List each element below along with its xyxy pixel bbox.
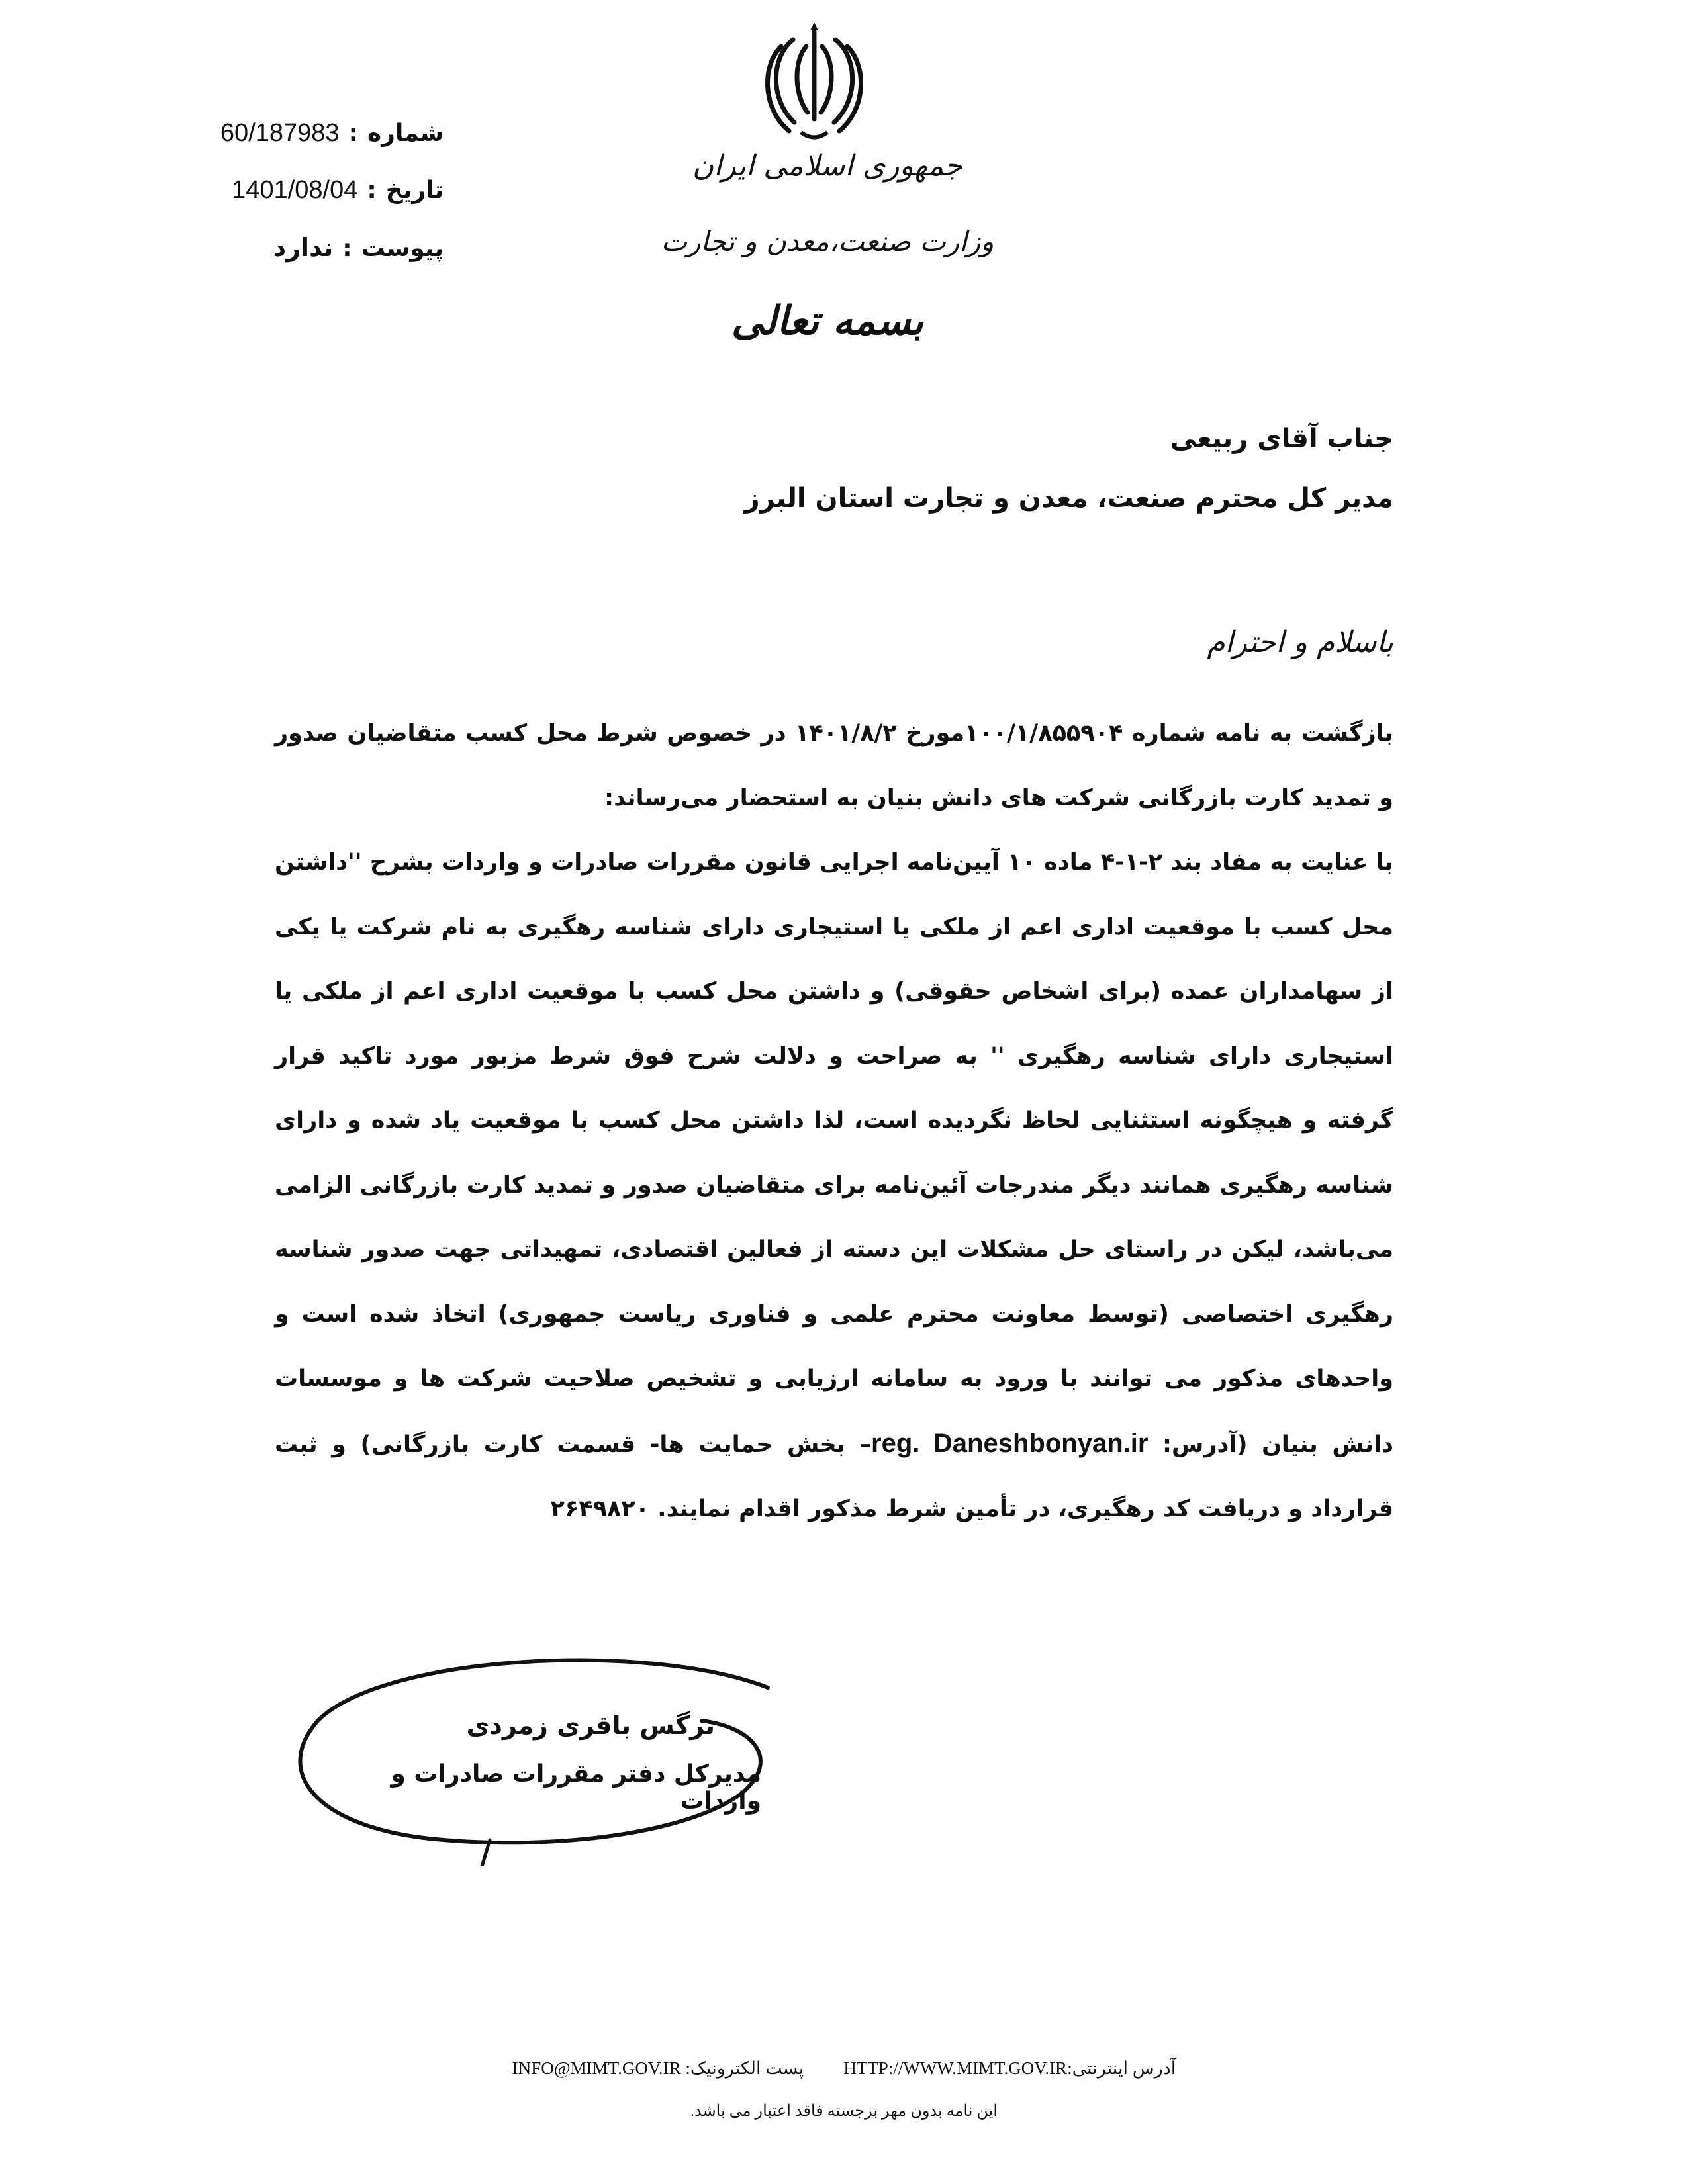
letter-date-value: 1401/08/04 [232,176,358,204]
validity-note: این نامه بدون مهر برجسته فاقد اعتبار می باشد. [690,2103,998,2120]
letter-date-label: تاریخ [385,177,444,204]
letter-meta [165,119,444,290]
signature-scribble [278,1648,781,1866]
footer-website [843,2058,1176,2079]
letter-number-row [165,119,444,176]
website-label: :آدرس اینترنتی [1067,2058,1176,2078]
bismillah: بسمه تعالی [731,298,924,344]
letter-number-label: شماره [367,120,444,147]
recipient-title: مدیر کل محترم صنعت، معدن و تجارت استان البرز [744,483,1393,514]
country-name: جمهوری اسلامی ایران [692,149,963,183]
body-paragraph-2 [275,831,1393,1542]
footer-email [512,2058,804,2079]
letter-date-row [165,176,444,233]
greeting: باسلام و احترام [1207,625,1393,659]
ministry-name: وزارت صنعت،معدن و تجارت [661,225,994,257]
email-label: :پست الکترونیک [685,2058,804,2078]
separator: : [348,120,358,147]
signatory-name: نرگس باقری زمردی [466,1711,715,1740]
letter-number-value: 60/187983 [220,119,340,147]
body-paragraph-2-text: با عنایت به مفاد بند ۲-۱-۴ ماده ۱۰ آیین‌نامه اجرایی قانون مقررات صادرات و واردات بشرح ''داشتن محل کسب با موقعیت اداری اعم از ملکی یا استیجاری دارای شناسه رهگیری به نام شرکت یا یکی از سهامداران عمده (برای اشخاص حقوقی) و داشتن محل کسب با موقعیت اداری اعم از ملکی یا استیجاری دارای شناسه رهگیری '' به صراحت و دلالت شرح فوق شرط مزبور مورد تاکید قرار گرفته و هیچگونه استثنایی لحاظ نگردیده است، لذا داشتن محل کسب با موقعیت یاد شده و دارای شناسه رهگیری همانند دیگر مندرجات آئین‌نامه برای متقاضیان صدور و تمدید کارت بازرگانی الزامی می‌باشد، لیکن در راستای حل مشکلات این دسته از فعالین اقتصادی، تمهیداتی جهت صدور شناسه رهگیری اختصاصی (توسط معاونت محترم علمی و فناوری ریاست جمهوری) اتخاذ شده است و واحدهای مذکور می توانند با ورود به سامانه ارزیابی و تشخیص صلاحیت شرکت ها و موسسات دانش بنیان (آدرس: [275,849,1393,1458]
separator: : [367,177,377,204]
attachment-label: پیوست [361,235,444,262]
iran-emblem-icon [755,20,874,152]
signatory-title: مدیرکل دفتر مقررات صادرات و واردات [391,1760,761,1815]
email-value[interactable]: INFO@MIMT.GOV.IR [512,2058,681,2078]
recipient-name: جناب آقای ربیعی [1170,424,1393,454]
body-paragraph-2-end: – بخش حمایت ها- قسمت کارت بازرگانی) و ثبت قرارداد و دریافت کد رهگیری، در تأمین شرط مذکور اقدام نمایند. ۲۶۴۹۸۲۰ [275,1431,1393,1522]
footer-contact [430,2058,1258,2079]
website-value[interactable]: HTTP://WWW.MIMT.GOV.IR [843,2058,1068,2078]
letter-body [275,702,1393,1542]
website-link[interactable]: reg. Daneshbonyan.ir [871,1428,1149,1458]
separator: : [342,235,352,262]
body-paragraph-1: بازگشت به نامه شماره ۱۰۰/۱/۸۵۵۹۰۴مورخ ۱۴۰۱/۸/۲ در خصوص شرط محل کسب متقاضیان صدور و تمدید کارت بازرگانی شرکت های دانش بنیان به استحضار می‌رساند: [275,720,1393,811]
attachment-value: ندارد [273,233,334,262]
attachment-row [165,233,444,290]
